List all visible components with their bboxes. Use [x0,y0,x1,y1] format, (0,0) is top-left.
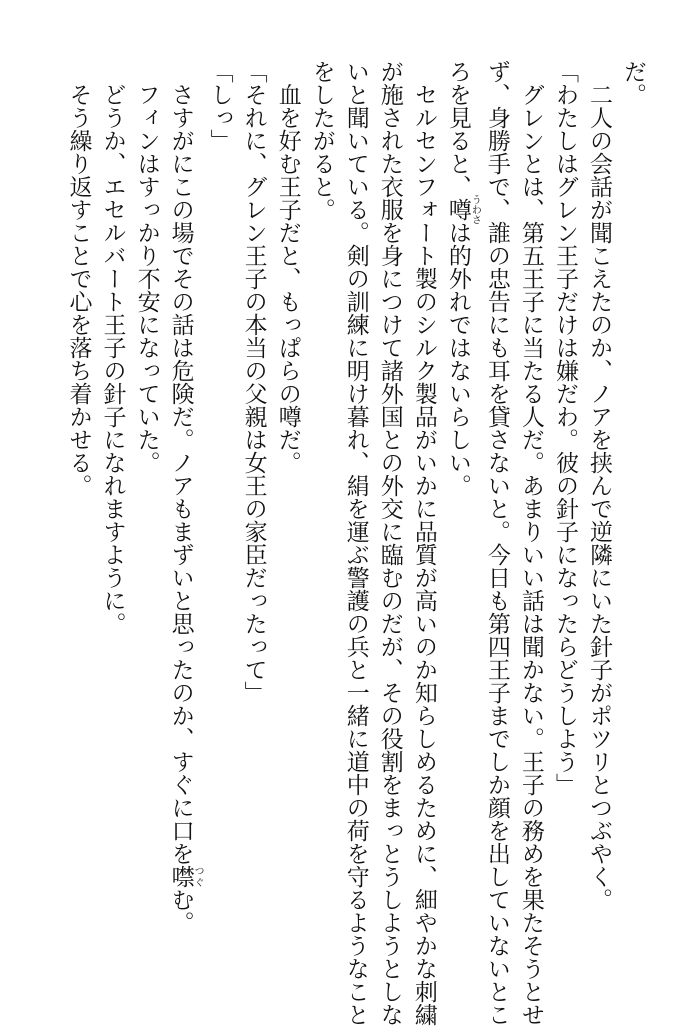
text-line-12: 「それに、グレン王子の本当の父親は女王の家臣だったって」 [240,60,267,704]
text-line-5: ず、身勝手で、誰の忠告にも耳を貸さないと。今日も第四王子までしか顔を出していないとこ [483,60,510,1026]
text-line-14: さすがにこの場でその話は危険だ。ノアもまずいと思ったのか、すぐに口を噤つぐむ。 [167,83,204,934]
furigana-word: 噂うわさ [444,194,481,225]
text-line-10: をしたがると。 [308,60,335,221]
text-line-6: ろを見ると、噂うわさは的外れではないらしい。 [444,60,481,497]
text-line-1: だ。 [620,60,646,106]
text-line-11: 血を好む王子だと、もっぱらの噂だ。 [274,83,301,474]
text-line-8: が施された衣服を身につけて諸外国との外交に臨むのだが、その役割をまっとうしようとしな [376,60,403,1026]
furigana-reading: つぐ [192,865,204,888]
text-line-13: 「しっ」 [206,60,233,152]
vertical-text-block [61,60,650,1026]
text-line-9: いと聞いている。剣の訓練に明け暮れ、絹を運ぶ警護の兵と一緒に道中の荷を守るようなこと [342,60,369,1026]
text-line-4: グレンとは、第五王子に当たる人だ。あまりいい話は聞かない。王子の務めを果たそうとせ [517,83,544,1026]
text-line-3: 「わたしはグレン王子だけは嫌だわ。彼の針子になったらどうしよう」 [551,60,578,796]
text-line-7: セルセンフォート製のシルク製品がいかに品質が高いのか知らしめるために、細やかな刺繍 [410,83,437,1026]
furigana-reading: うわさ [469,194,481,225]
text-line-17: そう繰り返すことで心を落ち着かせる。 [65,83,92,497]
text-line-16: どうか、エセルバート王子の針子になれますように。 [99,83,126,635]
furigana-word: 噤つぐ [167,865,204,888]
text-line-15: フィンはすっかり不安になっていた。 [133,83,160,474]
text-line-2: 二人の会話が聞こえたのか、ノアを挟んで逆隣にいた針子がポツリとつぶやく。 [585,83,612,911]
